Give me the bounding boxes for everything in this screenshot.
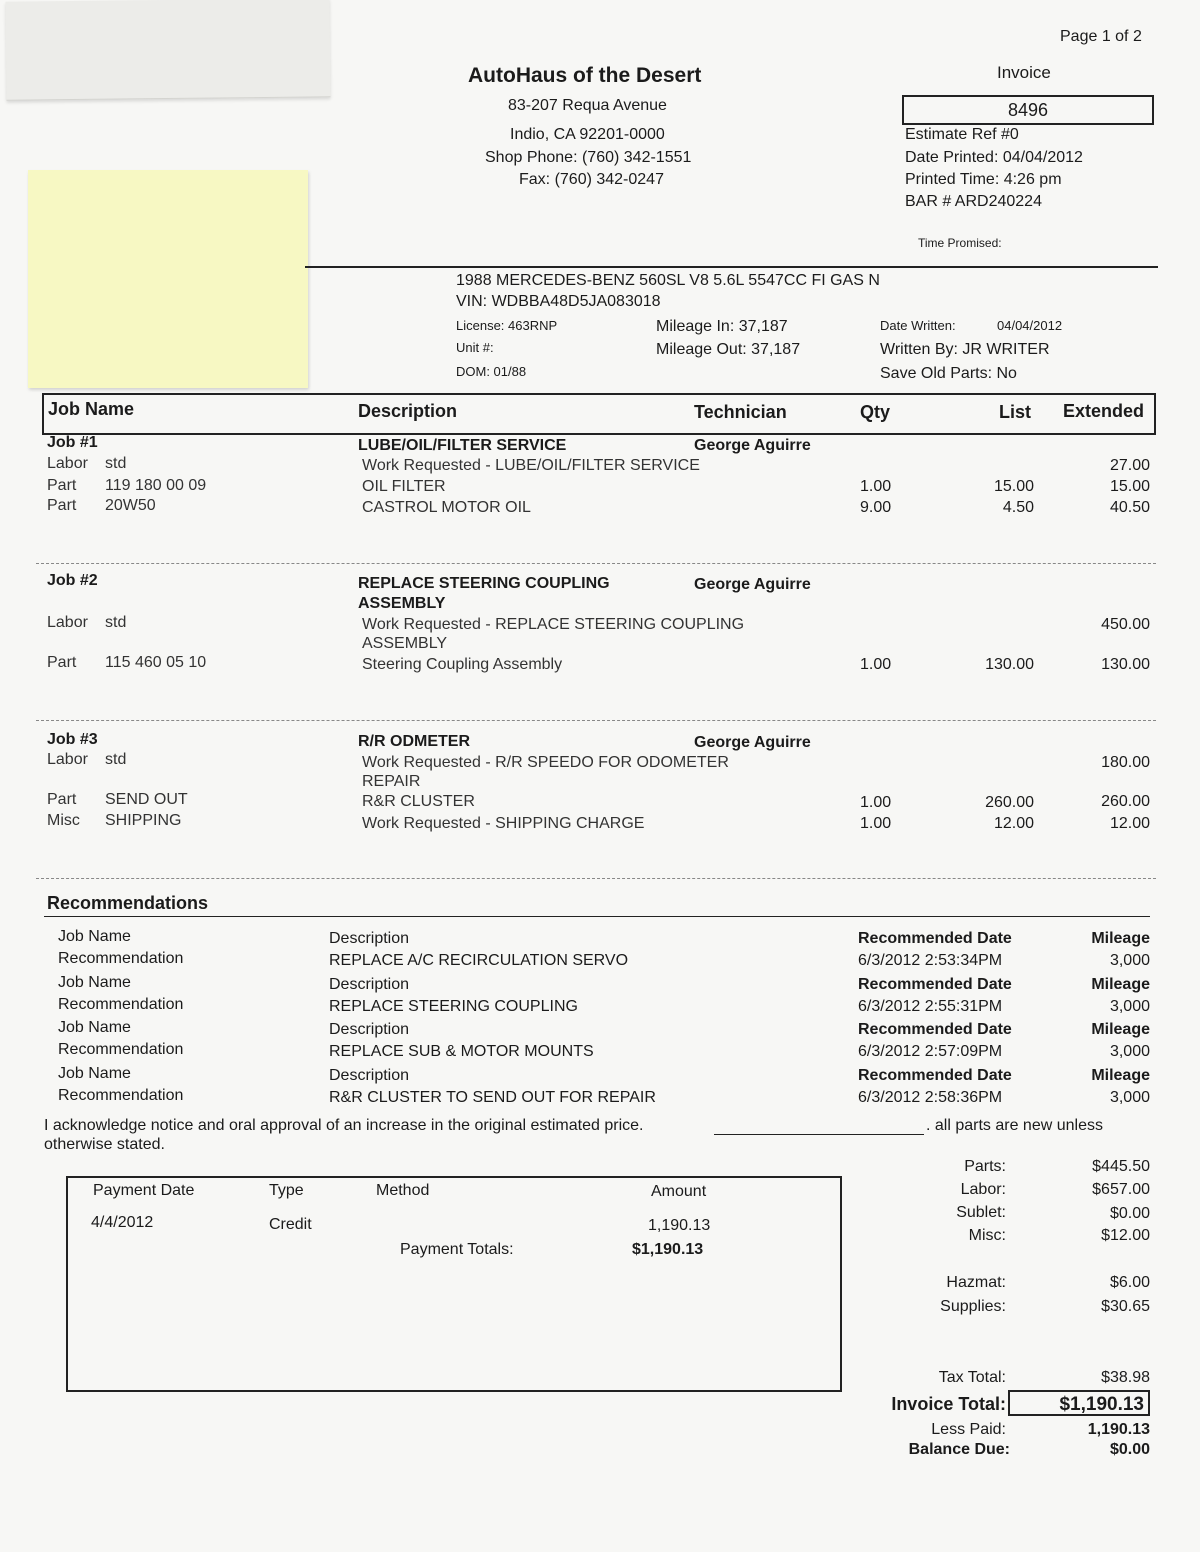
- job-title: Job #2: [47, 572, 98, 589]
- date-printed: Date Printed: 04/04/2012: [905, 149, 1083, 166]
- line-list: 12.00: [993, 815, 1034, 832]
- acknowledge-text-end: . all parts are new unless: [926, 1117, 1103, 1134]
- line-type: Labor: [47, 455, 88, 472]
- line-code: 115 460 05 10: [105, 654, 207, 671]
- line-extended: 40.50: [1109, 499, 1150, 516]
- page-number: Page 1 of 2: [1060, 28, 1142, 45]
- job-table-header: [42, 393, 1156, 435]
- printed-time: Printed Time: 4:26 pm: [905, 171, 1062, 188]
- time-promised: Time Promised:: [918, 236, 1002, 250]
- line-code: std: [105, 455, 127, 472]
- header-qty: Qty: [860, 402, 891, 422]
- rec-mileage: 3,000: [1109, 1089, 1150, 1106]
- line-type: Labor: [47, 614, 88, 631]
- vehicle-license: License: 463RNP: [456, 318, 558, 333]
- tax-total: $38.98: [1101, 1369, 1150, 1386]
- rec-job: Recommendation: [58, 1087, 184, 1104]
- line-qty: 1.00: [860, 478, 892, 495]
- rec-date: 6/3/2012 2:58:36PM: [858, 1089, 1003, 1106]
- line-qty: 9.00: [860, 499, 892, 516]
- invoice-number: 8496: [902, 95, 1154, 125]
- shop-phone: Shop Phone: (760) 342-1551: [485, 149, 692, 166]
- line-desc: Work Requested - SHIPPING CHARGE: [362, 815, 645, 832]
- rec-desc: REPLACE SUB & MOTOR MOUNTS: [329, 1043, 594, 1060]
- rec-header-job: Job Name: [58, 928, 131, 945]
- rec-header-desc: Description: [329, 976, 410, 993]
- acknowledge-signature-line[interactable]: [714, 1134, 924, 1135]
- misc-total-label: Misc:: [968, 1227, 1006, 1244]
- invoice-total: $1,190.13: [1008, 1390, 1150, 1416]
- rec-date: 6/3/2012 2:57:09PM: [858, 1043, 1003, 1060]
- job-divider: [36, 878, 1156, 879]
- misc-total: $12.00: [1101, 1227, 1150, 1244]
- payment-header-amount: Amount: [651, 1183, 707, 1200]
- header-description: Description: [358, 401, 458, 421]
- line-code: SEND OUT: [105, 791, 188, 808]
- hazmat-total-label: Hazmat:: [946, 1274, 1006, 1291]
- rec-job: Recommendation: [58, 996, 184, 1013]
- header-divider: [305, 266, 1158, 268]
- line-list: 4.50: [1002, 499, 1034, 516]
- rec-date: 6/3/2012 2:53:34PM: [858, 952, 1003, 969]
- rec-mileage: 3,000: [1109, 998, 1150, 1015]
- job-divider: [36, 563, 1156, 564]
- rec-mileage: 3,000: [1109, 952, 1150, 969]
- job-technician: George Aguirre: [694, 734, 811, 751]
- line-extended: 260.00: [1101, 793, 1150, 810]
- rec-header-mileage: Mileage: [1091, 976, 1150, 993]
- vehicle-dom: DOM: 01/88: [456, 364, 527, 379]
- recommendations-divider: [44, 916, 1150, 917]
- mileage-in: Mileage In: 37,187: [656, 318, 788, 335]
- line-extended: 180.00: [1101, 754, 1150, 771]
- line-extended: 130.00: [1101, 656, 1150, 673]
- invoice-title: Invoice: [997, 63, 1051, 82]
- rec-job: Recommendation: [58, 950, 184, 967]
- shop-fax: Fax: (760) 342-0247: [519, 171, 664, 188]
- job-name-cont: ASSEMBLY: [358, 595, 446, 612]
- line-type: Labor: [47, 751, 88, 768]
- sublet-total-label: Sublet:: [956, 1204, 1006, 1221]
- header-extended: Extended: [1063, 401, 1145, 421]
- mileage-out: Mileage Out: 37,187: [656, 341, 801, 358]
- sticky-note: [28, 170, 308, 388]
- header-list: List: [999, 402, 1032, 422]
- rec-header-date: Recommended Date: [858, 930, 1012, 947]
- rec-mileage: 3,000: [1109, 1043, 1150, 1060]
- tape-strip: [5, 0, 330, 101]
- written-by: Written By: JR WRITER: [880, 341, 1050, 358]
- line-type: Part: [47, 791, 77, 808]
- line-desc: Work Requested - REPLACE STEERING COUPLING: [362, 616, 745, 633]
- line-desc: Work Requested - LUBE/OIL/FILTER SERVICE: [362, 457, 700, 474]
- line-extended: 15.00: [1109, 478, 1150, 495]
- labor-total-label: Labor:: [960, 1181, 1006, 1198]
- rec-desc: R&R CLUSTER TO SEND OUT FOR REPAIR: [329, 1089, 656, 1106]
- line-list: 130.00: [985, 656, 1034, 673]
- line-code: 119 180 00 09: [105, 477, 207, 494]
- job-name: LUBE/OIL/FILTER SERVICE: [358, 437, 567, 454]
- header-technician: Technician: [694, 402, 787, 422]
- line-code: std: [105, 614, 127, 631]
- job-technician: George Aguirre: [694, 576, 811, 593]
- line-qty: 1.00: [860, 656, 892, 673]
- rec-header-date: Recommended Date: [858, 976, 1012, 993]
- header-job-name: Job Name: [48, 399, 135, 419]
- line-type: Misc: [47, 812, 80, 829]
- supplies-total: $30.65: [1101, 1298, 1150, 1315]
- shop-address: 83-207 Requa Avenue: [508, 97, 667, 114]
- invoice-total-label: Invoice Total:: [891, 1394, 1006, 1414]
- line-desc: R&R CLUSTER: [362, 793, 475, 810]
- job-divider: [36, 720, 1156, 721]
- vehicle-vin: VIN: WDBBA48D5JA083018: [456, 293, 661, 310]
- line-desc: Work Requested - R/R SPEEDO FOR ODOMETER: [362, 754, 729, 771]
- shop-name: AutoHaus of the Desert: [468, 64, 702, 87]
- line-code: SHIPPING: [105, 812, 182, 829]
- rec-header-job: Job Name: [58, 1065, 131, 1082]
- rec-header-desc: Description: [329, 930, 410, 947]
- rec-header-desc: Description: [329, 1021, 410, 1038]
- line-extended: 27.00: [1109, 457, 1150, 474]
- payment-totals-label: Payment Totals:: [400, 1241, 514, 1258]
- rec-header-job: Job Name: [58, 1019, 131, 1036]
- rec-job: Recommendation: [58, 1041, 184, 1058]
- line-desc: Steering Coupling Assembly: [362, 656, 563, 673]
- hazmat-total: $6.00: [1109, 1274, 1150, 1291]
- line-extended: 450.00: [1101, 616, 1150, 633]
- vehicle-unit: Unit #:: [456, 340, 494, 355]
- line-code: std: [105, 751, 127, 768]
- bar-number: BAR # ARD240224: [905, 193, 1042, 210]
- parts-total-label: Parts:: [964, 1158, 1006, 1175]
- estimate-ref: Estimate Ref #0: [905, 126, 1019, 143]
- line-desc-cont: ASSEMBLY: [362, 635, 448, 652]
- less-paid-label: Less Paid:: [931, 1421, 1006, 1438]
- rec-header-date: Recommended Date: [858, 1067, 1012, 1084]
- payment-header-method: Method: [376, 1182, 430, 1199]
- less-paid: 1,190.13: [1087, 1421, 1150, 1438]
- rec-desc: REPLACE A/C RECIRCULATION SERVO: [329, 952, 629, 969]
- line-qty: 1.00: [860, 794, 892, 811]
- save-old-parts: Save Old Parts: No: [880, 365, 1017, 382]
- shop-city: Indio, CA 92201-0000: [510, 126, 665, 143]
- rec-header-job: Job Name: [58, 974, 131, 991]
- date-written-label: Date Written:: [880, 318, 956, 333]
- acknowledge-text-2: otherwise stated.: [44, 1136, 165, 1153]
- job-name: R/R ODMETER: [358, 733, 470, 750]
- tax-total-label: Tax Total:: [938, 1369, 1006, 1386]
- acknowledge-text: I acknowledge notice and oral approval of an increase in the original estimated price.: [44, 1117, 644, 1134]
- line-list: 260.00: [985, 794, 1034, 811]
- job-title: Job #3: [47, 731, 98, 748]
- rec-header-mileage: Mileage: [1091, 930, 1150, 947]
- rec-desc: REPLACE STEERING COUPLING: [329, 998, 578, 1015]
- line-code: 20W50: [105, 497, 156, 514]
- payment-type: Credit: [269, 1216, 312, 1233]
- line-list: 15.00: [993, 478, 1034, 495]
- payment-box: [66, 1176, 842, 1392]
- job-name: REPLACE STEERING COUPLING: [358, 575, 610, 592]
- rec-date: 6/3/2012 2:55:31PM: [858, 998, 1003, 1015]
- parts-total: $445.50: [1092, 1158, 1150, 1175]
- payment-totals-value: $1,190.13: [632, 1241, 704, 1258]
- supplies-total-label: Supplies:: [940, 1298, 1006, 1315]
- job-title: Job #1: [47, 434, 98, 451]
- payment-date: 4/4/2012: [91, 1214, 154, 1231]
- vehicle-desc: 1988 MERCEDES-BENZ 560SL V8 5.6L 5547CC FI GAS N: [456, 272, 880, 289]
- balance-due-label: Balance Due:: [908, 1441, 1010, 1458]
- rec-header-mileage: Mileage: [1091, 1067, 1150, 1084]
- payment-header-date: Payment Date: [93, 1182, 195, 1199]
- line-desc-cont: REPAIR: [362, 773, 421, 790]
- recommendations-title: Recommendations: [47, 893, 209, 913]
- payment-amount: 1,190.13: [648, 1217, 711, 1234]
- line-type: Part: [47, 477, 77, 494]
- line-type: Part: [47, 654, 77, 671]
- rec-header-desc: Description: [329, 1067, 410, 1084]
- rec-header-date: Recommended Date: [858, 1021, 1012, 1038]
- line-extended: 12.00: [1109, 815, 1150, 832]
- line-type: Part: [47, 497, 77, 514]
- line-qty: 1.00: [860, 815, 892, 832]
- rec-header-mileage: Mileage: [1091, 1021, 1150, 1038]
- job-technician: George Aguirre: [694, 437, 811, 454]
- date-written: 04/04/2012: [997, 318, 1063, 333]
- sublet-total: $0.00: [1109, 1205, 1150, 1222]
- line-desc: CASTROL MOTOR OIL: [362, 499, 531, 516]
- line-desc: OIL FILTER: [362, 478, 446, 495]
- balance-due: $0.00: [1109, 1441, 1150, 1458]
- labor-total: $657.00: [1092, 1181, 1150, 1198]
- payment-header-type: Type: [269, 1182, 304, 1199]
